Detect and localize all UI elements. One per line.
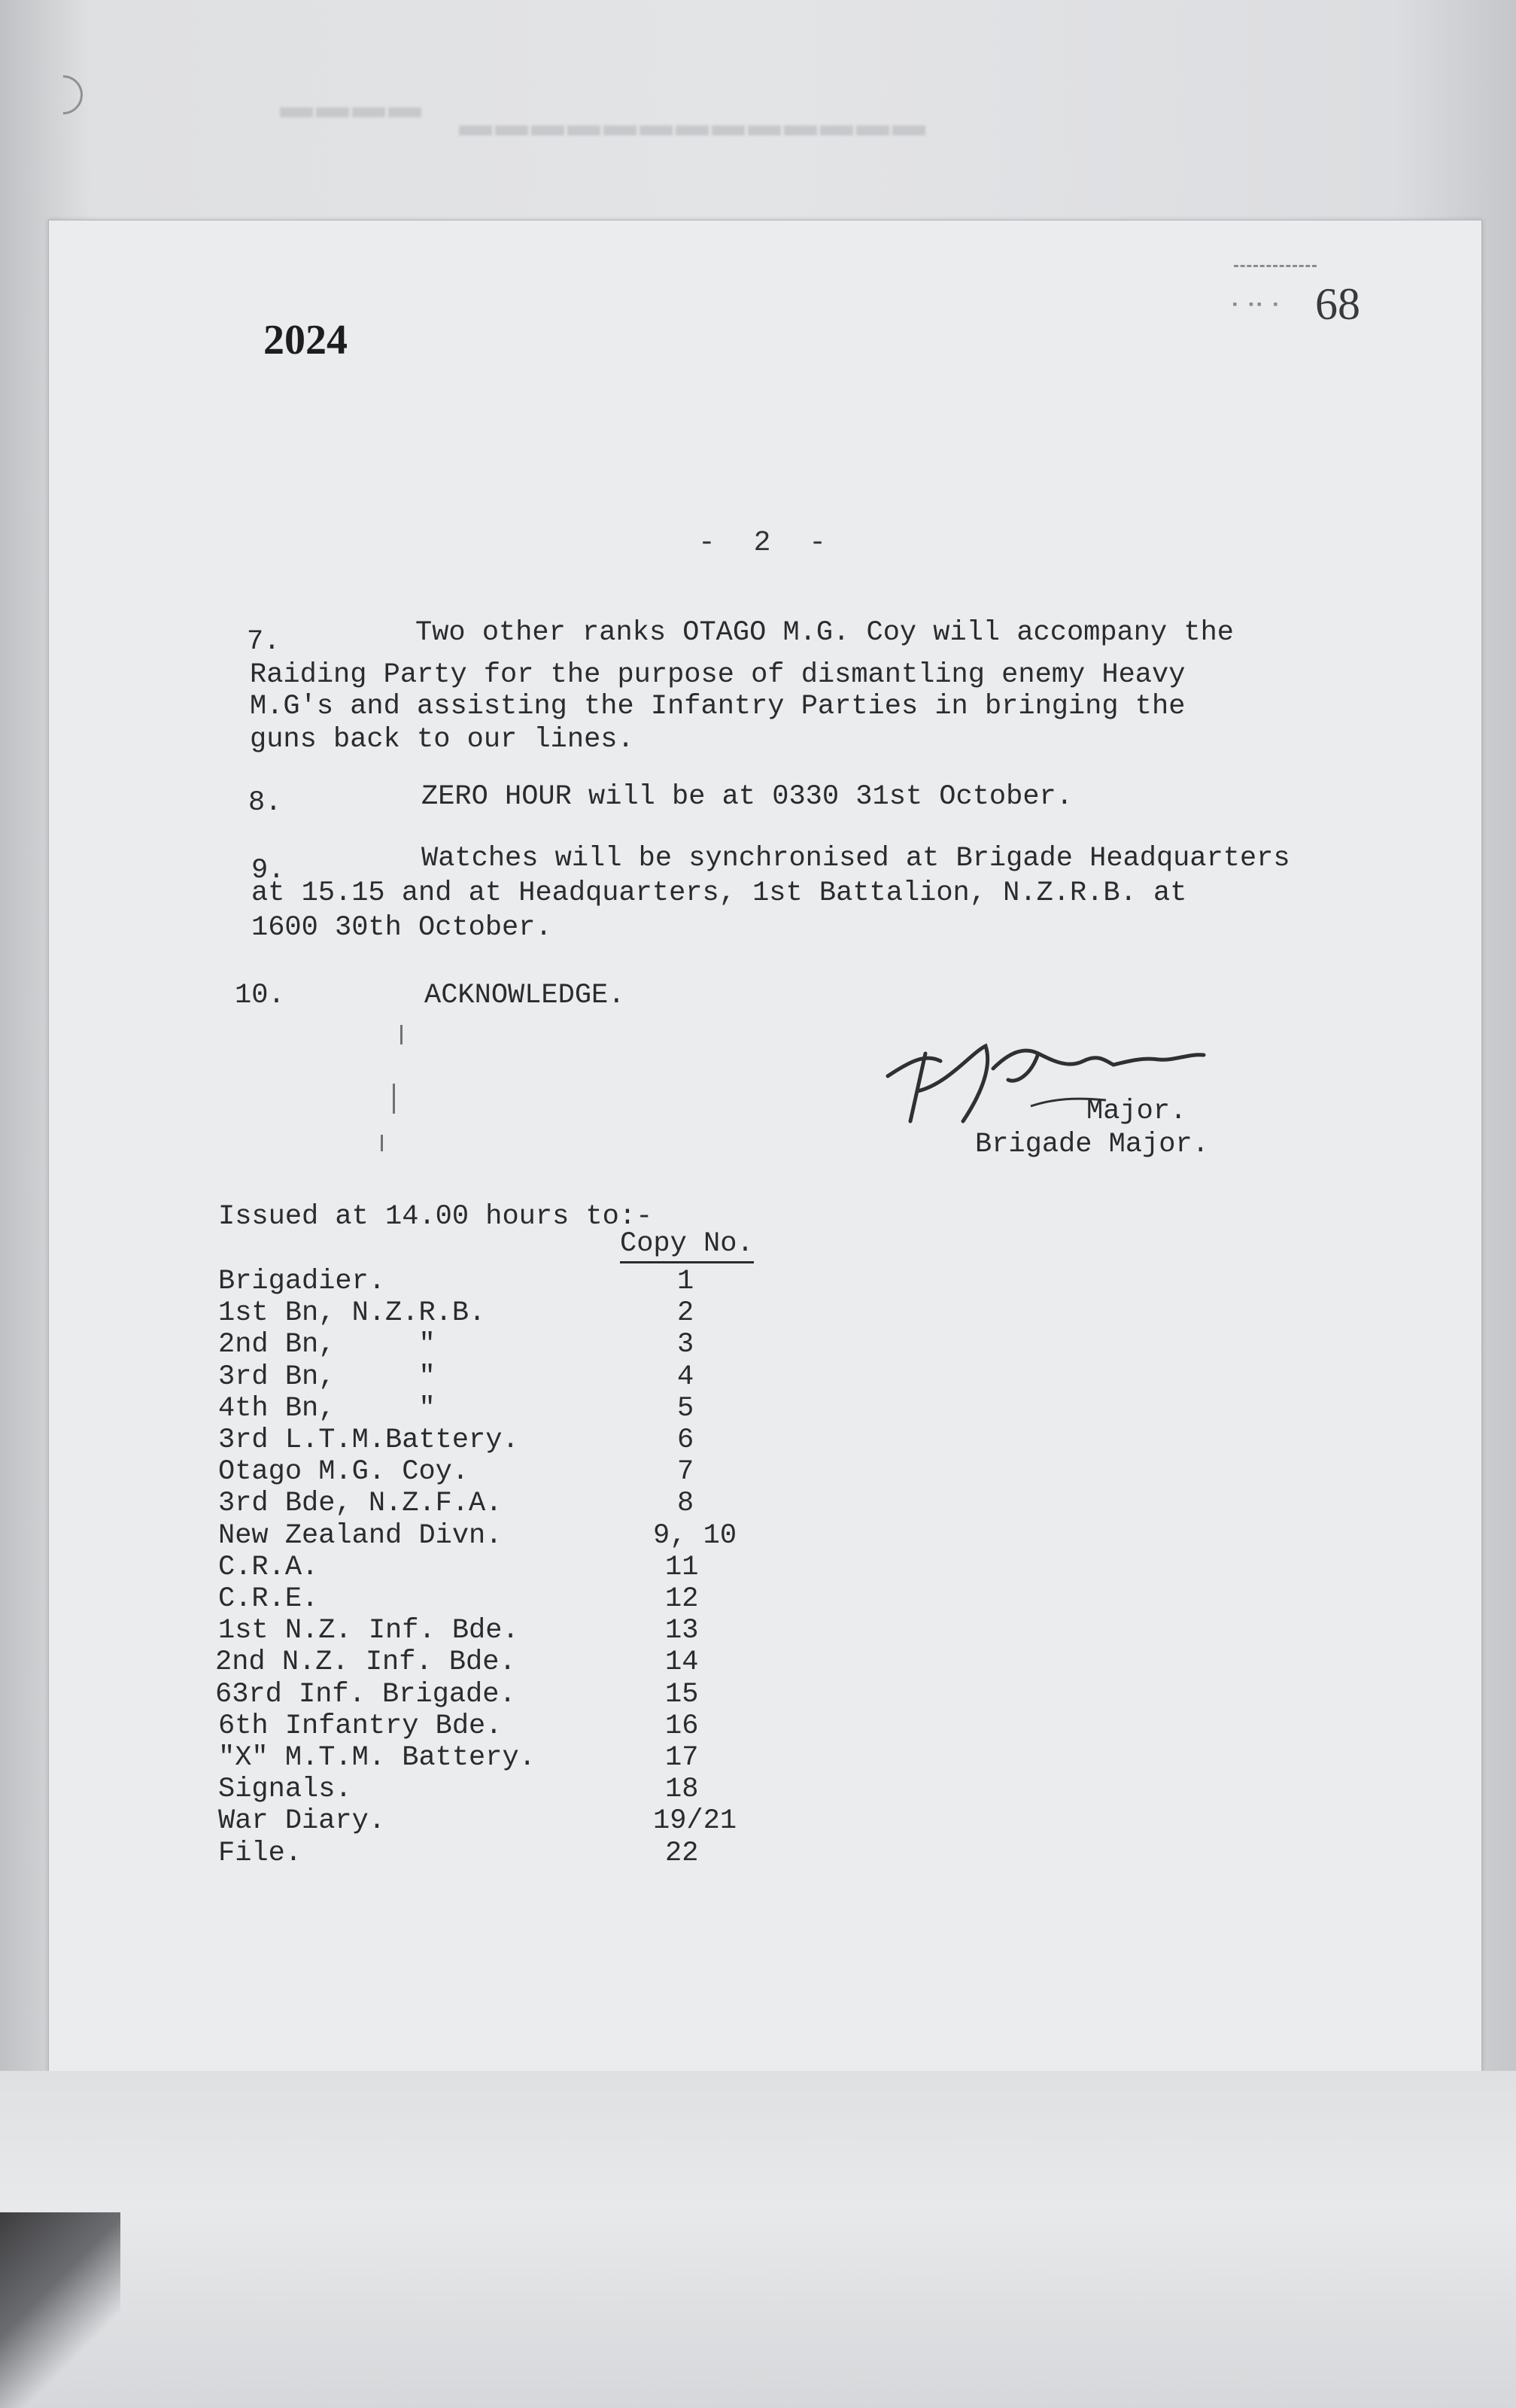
- stamp-mark: ▪ ▪▪ ▪: [1231, 298, 1280, 313]
- page-stamp-number: 68: [1315, 279, 1360, 329]
- distribution-copy-number: 22: [665, 1837, 699, 1869]
- paragraph-line: at 15.15 and at Headquarters, 1st Battalion, N.Z.R.B. at: [251, 877, 1187, 909]
- distribution-recipient: 63rd Inf. Brigade.: [215, 1678, 516, 1710]
- distribution-recipient: Brigadier.: [218, 1266, 386, 1297]
- paragraph-number: 8.: [248, 787, 282, 819]
- pencil-mark: [381, 1135, 383, 1151]
- distribution-copy-number: 6: [677, 1424, 694, 1456]
- distribution-copy-number: 2: [677, 1297, 694, 1330]
- paragraph-line: 1600 30th October.: [251, 912, 552, 944]
- paragraph-line: guns back to our lines.: [250, 724, 634, 756]
- distribution-copy-number: 17: [665, 1742, 699, 1774]
- distribution-recipient: 6th Infantry Bde.: [218, 1710, 503, 1742]
- distribution-copy-number: 3: [677, 1329, 694, 1361]
- stamp-dash: [1234, 265, 1317, 267]
- distribution-copy-number: 15: [665, 1678, 699, 1710]
- distribution-copy-number: 18: [665, 1774, 699, 1806]
- paragraph-line: ZERO HOUR will be at 0330 31st October.: [421, 781, 1073, 813]
- paragraph-line: M.G's and assisting the Infantry Parties in bringing the: [250, 691, 1186, 722]
- distribution-recipient: 2nd Bn, ": [218, 1329, 436, 1361]
- show-through-text: ▬▬▬▬: [280, 88, 424, 125]
- signatory-appointment: Brigade Major.: [975, 1129, 1209, 1160]
- distribution-copy-number: 16: [665, 1710, 699, 1742]
- distribution-copy-number: 12: [665, 1583, 699, 1615]
- distribution-copy-number: 5: [677, 1392, 694, 1424]
- distribution-recipient: Otago M.G. Coy.: [218, 1456, 469, 1488]
- issued-line: Issued at 14.00 hours to:-: [218, 1201, 653, 1233]
- paragraph-line: Watches will be synchronised at Brigade Headquarters: [421, 843, 1290, 874]
- distribution-copy-number: 1: [677, 1266, 694, 1297]
- distribution-copy-number: 7: [677, 1456, 694, 1488]
- pencil-mark: [400, 1025, 403, 1044]
- paragraph-line: Two other ranks OTAGO M.G. Coy will accompany the: [415, 617, 1234, 649]
- show-through-text-2: ▬▬▬▬▬▬▬▬▬▬▬▬▬: [459, 106, 928, 143]
- paragraph-line: Raiding Party for the purpose of dismantling enemy Heavy: [250, 659, 1186, 691]
- copy-number-header: Copy No.: [620, 1228, 754, 1263]
- signatory-rank: Major.: [1086, 1096, 1187, 1127]
- distribution-copy-number: 13: [665, 1615, 699, 1647]
- paragraph-number: 7.: [247, 626, 281, 658]
- page-bottom-fold: [0, 2071, 1516, 2408]
- distribution-recipient: 4th Bn, ": [218, 1392, 436, 1424]
- paragraph-number: 9.: [251, 855, 285, 886]
- folio-number: 2024: [263, 317, 348, 363]
- distribution-recipient: 1st N.Z. Inf. Bde.: [218, 1615, 519, 1647]
- distribution-copy-number: 14: [665, 1646, 699, 1679]
- pencil-mark: [393, 1084, 395, 1114]
- distribution-copy-number: 8: [677, 1488, 694, 1520]
- acknowledge-instruction: ACKNOWLEDGE.: [424, 980, 625, 1011]
- distribution-recipient: "X" M.T.M. Battery.: [218, 1742, 536, 1774]
- page-marker: - 2 -: [698, 527, 837, 559]
- paragraph-number: 10.: [235, 980, 285, 1011]
- distribution-recipient: 2nd N.Z. Inf. Bde.: [215, 1646, 516, 1679]
- distribution-recipient: New Zealand Divn.: [218, 1519, 503, 1552]
- distribution-recipient: War Diary.: [218, 1805, 386, 1838]
- distribution-recipient: Signals.: [218, 1774, 352, 1806]
- distribution-recipient: 3rd Bn, ": [218, 1361, 436, 1393]
- corner-shadow: [0, 2212, 120, 2408]
- distribution-recipient: 1st Bn, N.Z.R.B.: [218, 1297, 486, 1330]
- distribution-recipient: File.: [218, 1837, 302, 1869]
- distribution-recipient: C.R.E.: [218, 1583, 319, 1615]
- distribution-copy-number: 9, 10: [653, 1519, 737, 1552]
- distribution-recipient: 3rd Bde, N.Z.F.A.: [218, 1488, 503, 1520]
- distribution-copy-number: 4: [677, 1361, 694, 1393]
- distribution-recipient: 3rd L.T.M.Battery.: [218, 1424, 519, 1456]
- distribution-copy-number: 19/21: [653, 1805, 737, 1838]
- distribution-recipient: C.R.A.: [218, 1551, 319, 1583]
- distribution-copy-number: 11: [665, 1551, 699, 1583]
